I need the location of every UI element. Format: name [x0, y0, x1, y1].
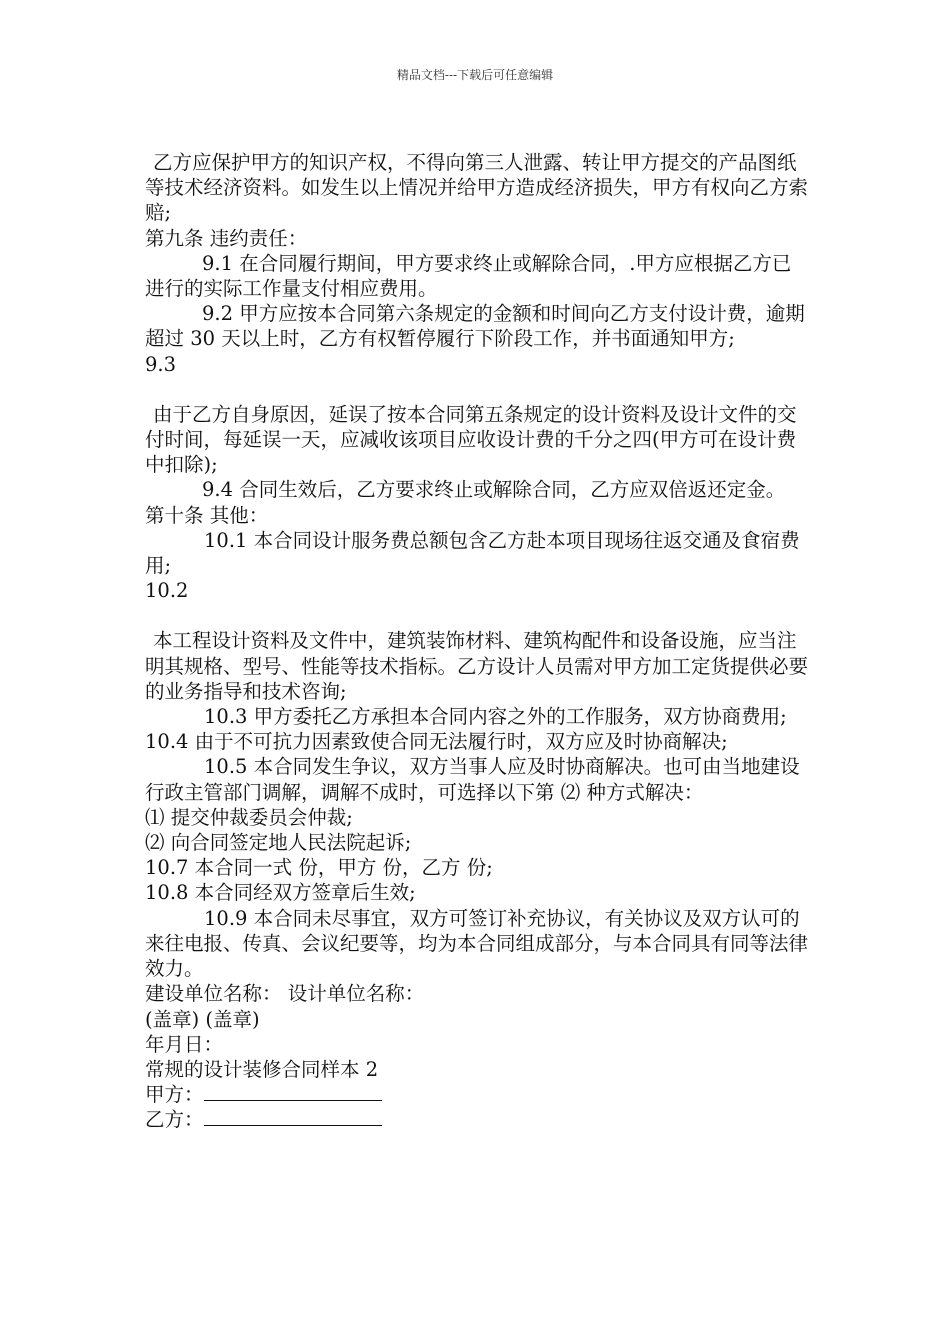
sample-title: 常规的设计装修合同样本 2	[145, 1057, 379, 1081]
clause-9-1: 9.1 在合同履行期间，甲方要求终止或解除合同，.甲方应根据乙方已进行的实际工作量支付相应费用。	[145, 251, 792, 301]
clause-10-1: 10.1 本合同设计服务费总额包含乙方赴本项目现场往返交通及食宿费用;	[145, 528, 800, 578]
party-a-line	[145, 1082, 810, 1107]
party-b-label: 乙方：	[145, 1108, 204, 1132]
spacer	[145, 603, 810, 628]
clause-9-2: 9.2 甲方应按本合同第六条规定的金额和时间向乙方支付设计费，逾期超过 30 天以上时，乙方有权暂停履行下阶段工作，并书面通知甲方;	[145, 302, 805, 351]
date-label: 年月日：	[145, 1032, 224, 1056]
spacer	[145, 377, 810, 402]
clause-10-5: 10.5 本合同发生争议，双方当事人应及时协商解决。也可由当地建设行政主管部门调解，调解不成时，可选择以下第 ⑵ 种方式解决：	[145, 755, 800, 804]
clause-9-3-number: 9.3	[145, 352, 177, 376]
seal-labels: (盖章) (盖章)	[145, 1007, 260, 1031]
clause-10-3: 10.3 甲方委托乙方承担本合同内容之外的工作服务，双方协商费用; 10.4 由于不可抗力因素致使合同无法履行时，双方应及时协商解决;	[145, 705, 787, 754]
document-body	[145, 150, 810, 1133]
article-9-heading: 第九条 违约责任：	[145, 226, 308, 250]
clause-9-4: 9.4 合同生效后，乙方要求终止或解除合同，乙方应双倍返还定金。	[202, 478, 786, 502]
signatory-names: 建设单位名称： 设计单位名称：	[145, 982, 425, 1006]
option-2: ⑵ 向合同签定地人民法院起诉;	[145, 831, 412, 855]
clause-9-3-text: 由于乙方自身原因，延误了按本合同第五条规定的设计资料及设计文件的交付时间，每延误一天，应减收该项目应收设计费的千分之四(甲方可在设计费中扣除);	[145, 402, 797, 477]
clause-10-9: 10.9 本合同未尽事宜，双方可签订补充协议，有关协议及双方认可的来往电报、传真、会议纪要等，均为本合同组成部分，与本合同具有同等法律效力。	[145, 906, 809, 981]
clause-10-2-number: 10.2	[145, 579, 189, 603]
party-a-blank	[204, 1082, 382, 1101]
clause-10-7: 10.7 本合同一式 份，甲方 份，乙方 份;	[145, 856, 493, 880]
party-b-line	[145, 1107, 810, 1132]
article-10-heading: 第十条 其他：	[145, 503, 269, 527]
party-b-blank	[204, 1107, 382, 1126]
paragraph-ip-protection: 乙方应保护甲方的知识产权，不得向第三人泄露、转让甲方提交的产品图纸等技术经济资料。如发生以上情况并给甲方造成经济损失，甲方有权向乙方索赔;	[145, 151, 809, 225]
clause-10-8: 10.8 本合同经双方签章后生效;	[145, 881, 416, 905]
option-1: ⑴ 提交仲裁委员会仲裁;	[145, 805, 353, 829]
clause-10-2-text: 本工程设计资料及文件中，建筑装饰材料、建筑构配件和设备设施，应当注明其规格、型号、性能等技术指标。乙方设计人员需对甲方加工定货提供必要的业务指导和技术咨询;	[145, 629, 809, 703]
page-header: 精品文档---下载后可任意编辑	[396, 68, 554, 82]
party-a-label: 甲方：	[145, 1083, 204, 1107]
